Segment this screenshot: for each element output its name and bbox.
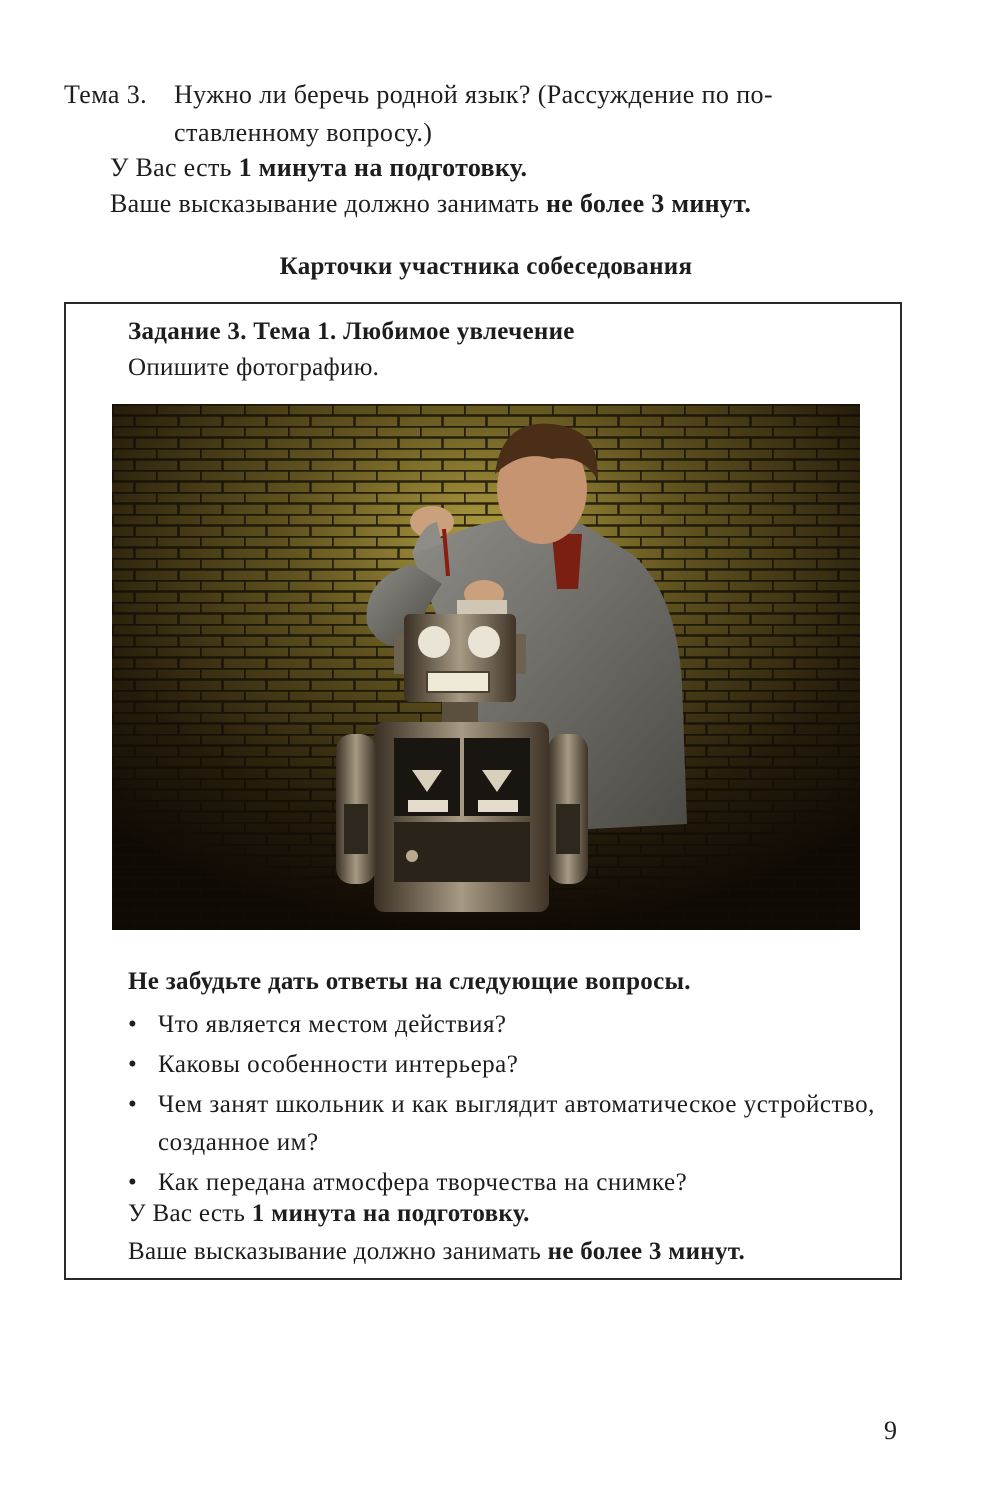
duration-end: . [738, 1238, 746, 1265]
topic-3-prefix: Тема 3. [64, 80, 148, 109]
prep-bold: 1 минута на подготовку [238, 153, 521, 182]
duration-bold: не более 3 минут [546, 189, 745, 218]
task-title: Задание 3. Тема 1. Любимое увлечение [128, 318, 575, 345]
card-prep-time [128, 1200, 530, 1228]
prep-end: . [520, 153, 528, 182]
duration-text: Ваше высказывание должно занимать [110, 189, 547, 218]
bullet-icon: • [128, 1091, 138, 1118]
prep-end: . [523, 1200, 530, 1227]
task-instruction: Опишите фотографию. [128, 354, 380, 381]
duration-bold: не более 3 минут [547, 1238, 739, 1265]
list-item [128, 1006, 898, 1044]
question-text: Как передана атмосфера творчества на снимке? [158, 1169, 688, 1196]
question-text: Чем занят школьник и как выглядит автоматическое устройство, созданное им? [158, 1091, 875, 1156]
questions-list [128, 1006, 898, 1202]
question-text: Что является местом действия? [158, 1011, 507, 1038]
duration-end: . [744, 189, 752, 218]
questions-heading: Не забудьте дать ответы на следующие вопросы. [128, 968, 691, 995]
bullet-icon: • [128, 1011, 138, 1038]
page-number: 9 [884, 1416, 897, 1445]
duration-text: Ваше высказывание должно занимать [128, 1238, 548, 1265]
topic-3-duration [110, 186, 751, 222]
bullet-icon: • [128, 1051, 138, 1078]
prep-text: У Вас есть [110, 153, 239, 182]
prep-bold: 1 минута на подготовку [251, 1200, 524, 1227]
bullet-icon: • [128, 1169, 138, 1196]
question-text: Каковы особенности интерьера? [158, 1051, 519, 1078]
list-item [128, 1046, 898, 1084]
list-item [128, 1164, 898, 1202]
prep-text: У Вас есть [128, 1200, 252, 1227]
photo-boy-with-robot [112, 404, 860, 930]
participant-card [64, 302, 902, 1280]
list-item [128, 1086, 898, 1162]
cards-heading: Карточки участника собеседования [279, 253, 693, 280]
card-duration [128, 1238, 745, 1266]
topic-3-line-1: Нужно ли беречь родной язык? (Рассуждение по по- [174, 80, 773, 109]
topic-3-line-2: ставленному вопросу.) [174, 118, 433, 147]
topic-3-prep-time [110, 150, 527, 186]
topic-3-title [64, 76, 924, 147]
photo-illustration [112, 404, 860, 930]
